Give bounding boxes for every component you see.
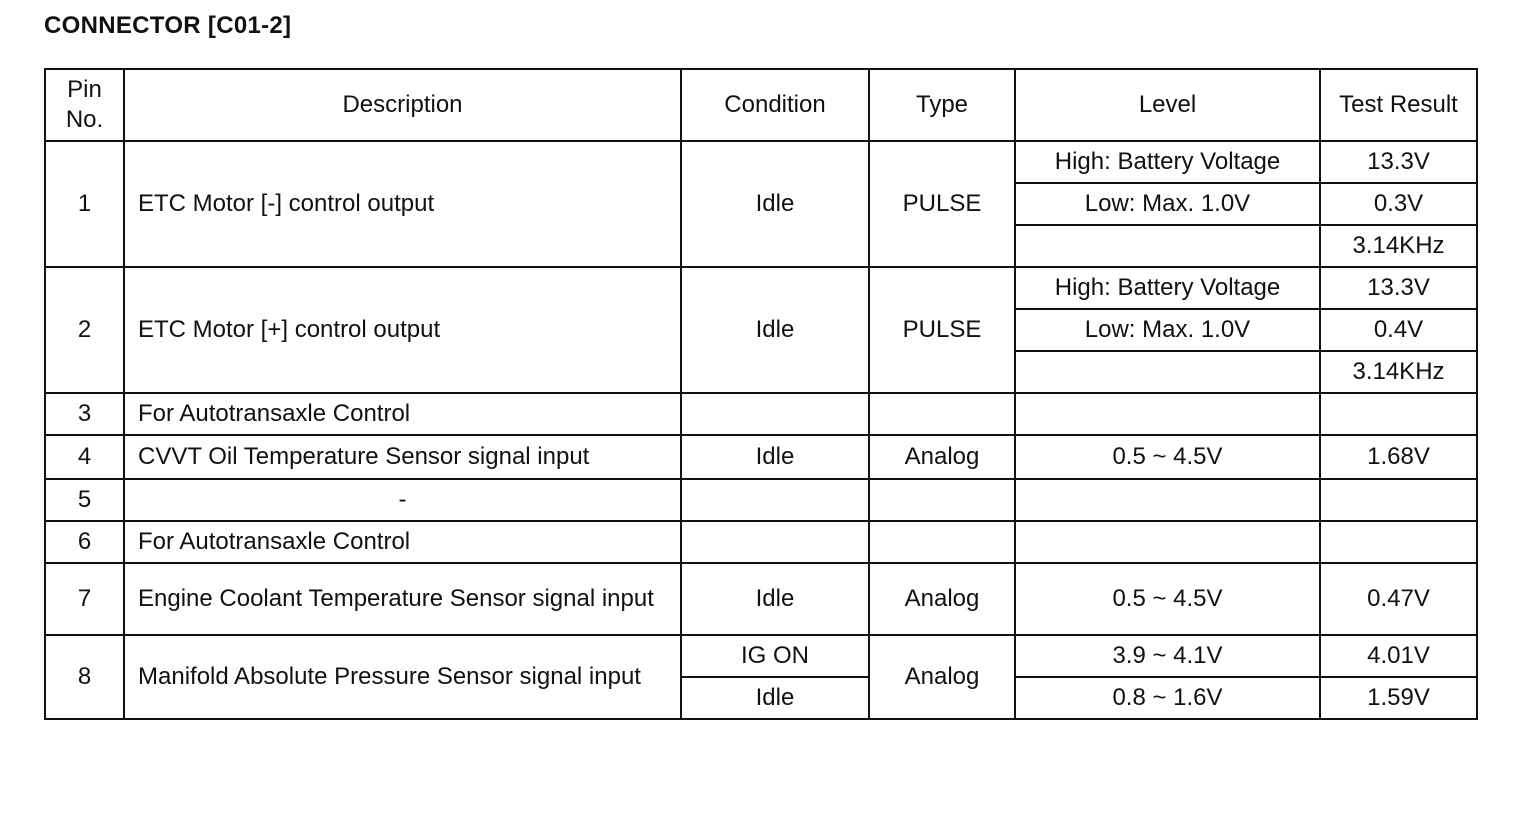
table-row xyxy=(45,435,1477,479)
pin-condition xyxy=(681,479,869,521)
pin-test-result: 0.3V xyxy=(1320,183,1477,225)
pin-condition: Idle xyxy=(681,141,869,267)
pin-level xyxy=(1015,393,1320,435)
table-row xyxy=(45,141,1477,183)
connector-pin-table xyxy=(44,68,1478,720)
pin-number: 4 xyxy=(45,435,124,479)
pin-condition: Idle xyxy=(681,677,869,719)
pin-test-result: 13.3V xyxy=(1320,267,1477,309)
pin-type xyxy=(869,479,1015,521)
table-row xyxy=(45,521,1477,563)
pin-type: PULSE xyxy=(869,267,1015,393)
pin-description: - xyxy=(124,479,681,521)
pin-level: 3.9 ~ 4.1V xyxy=(1015,635,1320,677)
pin-number: 3 xyxy=(45,393,124,435)
pin-type: Analog xyxy=(869,563,1015,635)
table-header-row xyxy=(45,69,1477,141)
pin-condition xyxy=(681,393,869,435)
table-row xyxy=(45,563,1477,635)
pin-description: ETC Motor [+] control output xyxy=(124,267,681,393)
pin-level: High: Battery Voltage xyxy=(1015,141,1320,183)
pin-test-result: 3.14KHz xyxy=(1320,225,1477,267)
pin-test-result: 1.68V xyxy=(1320,435,1477,479)
pin-test-result xyxy=(1320,393,1477,435)
pin-level: Low: Max. 1.0V xyxy=(1015,183,1320,225)
pin-test-result xyxy=(1320,521,1477,563)
pin-type xyxy=(869,521,1015,563)
pin-condition: Idle xyxy=(681,563,869,635)
pin-number: 2 xyxy=(45,267,124,393)
pin-description: For Autotransaxle Control xyxy=(124,521,681,563)
pin-description: ETC Motor [-] control output xyxy=(124,141,681,267)
header-type: Type xyxy=(869,69,1015,141)
pin-description: Engine Coolant Temperature Sensor signal input xyxy=(124,563,681,635)
table-row xyxy=(45,635,1477,677)
pin-level: Low: Max. 1.0V xyxy=(1015,309,1320,351)
table-row xyxy=(45,479,1477,521)
pin-level xyxy=(1015,479,1320,521)
header-condition: Condition xyxy=(681,69,869,141)
pin-condition: Idle xyxy=(681,435,869,479)
pin-level xyxy=(1015,521,1320,563)
pin-number: 1 xyxy=(45,141,124,267)
pin-type: PULSE xyxy=(869,141,1015,267)
pin-level xyxy=(1015,225,1320,267)
header-level: Level xyxy=(1015,69,1320,141)
pin-condition: Idle xyxy=(681,267,869,393)
pin-level xyxy=(1015,351,1320,393)
connector-title: CONNECTOR [C01-2] xyxy=(44,12,292,39)
pin-test-result: 0.47V xyxy=(1320,563,1477,635)
pin-level: 0.5 ~ 4.5V xyxy=(1015,563,1320,635)
pin-test-result: 4.01V xyxy=(1320,635,1477,677)
pin-level: High: Battery Voltage xyxy=(1015,267,1320,309)
header-pin-no: Pin No. xyxy=(45,69,124,141)
pin-number: 7 xyxy=(45,563,124,635)
pin-test-result: 13.3V xyxy=(1320,141,1477,183)
header-test-result: Test Result xyxy=(1320,69,1477,141)
pin-test-result: 3.14KHz xyxy=(1320,351,1477,393)
pin-test-result: 0.4V xyxy=(1320,309,1477,351)
pin-number: 8 xyxy=(45,635,124,719)
pin-level: 0.5 ~ 4.5V xyxy=(1015,435,1320,479)
table-row xyxy=(45,393,1477,435)
pin-description: CVVT Oil Temperature Sensor signal input xyxy=(124,435,681,479)
pin-test-result xyxy=(1320,479,1477,521)
pin-test-result: 1.59V xyxy=(1320,677,1477,719)
pin-number: 6 xyxy=(45,521,124,563)
table-row xyxy=(45,267,1477,309)
header-description: Description xyxy=(124,69,681,141)
pin-condition: IG ON xyxy=(681,635,869,677)
pin-description: Manifold Absolute Pressure Sensor signal input xyxy=(124,635,681,719)
pin-number: 5 xyxy=(45,479,124,521)
pin-type: Analog xyxy=(869,635,1015,719)
pin-type xyxy=(869,393,1015,435)
pin-condition xyxy=(681,521,869,563)
pin-type: Analog xyxy=(869,435,1015,479)
pin-description: For Autotransaxle Control xyxy=(124,393,681,435)
pin-level: 0.8 ~ 1.6V xyxy=(1015,677,1320,719)
